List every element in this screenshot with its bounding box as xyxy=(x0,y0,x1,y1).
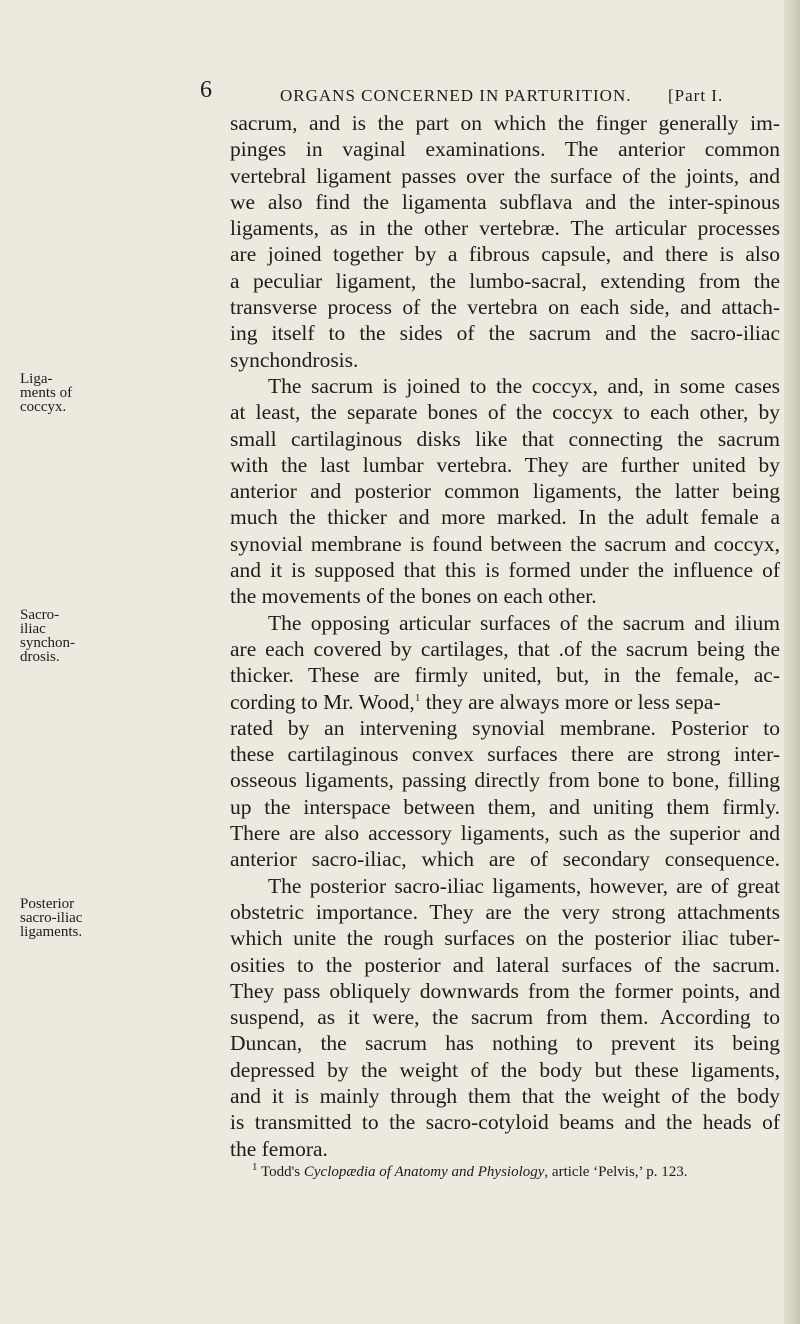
text-line: They pass obliquely downwards from the former points, and xyxy=(230,978,780,1003)
text-line: a peculiar ligament, the lumbo-sacral, extending from the xyxy=(230,268,780,293)
text-line: with the last lumbar vertebra. They are further united by xyxy=(230,452,780,477)
text-line: transverse process of the vertebra on each side, and attach- xyxy=(230,295,780,320)
margin-note-line: drosis. xyxy=(20,649,60,665)
text-line: suspend, as it were, the sacrum from them. According to xyxy=(230,1005,780,1030)
text-line: up the interspace between them, and uniting them firmly. xyxy=(230,794,780,819)
footnote-author: Todd's xyxy=(260,1164,301,1180)
text-line: obstetric importance. They are the very strong attachments xyxy=(230,899,780,924)
text-line-with-footnote xyxy=(230,689,780,715)
text-line: anterior and posterior common ligaments, the latter being xyxy=(230,479,780,504)
text-line: is transmitted to the sacro-cotyloid beams and the heads of xyxy=(230,1110,780,1135)
footnote-reference: 1 xyxy=(414,691,421,704)
text-line: we also find the ligamenta subflava and the inter-spinous xyxy=(230,189,780,214)
margin-note-line: ligaments. xyxy=(20,924,83,940)
text-line: and it is supposed that this is formed under the influence of xyxy=(230,558,780,583)
margin-note-line: iliac xyxy=(20,621,46,637)
text-line: these cartilaginous convex surfaces there are strong inter- xyxy=(230,742,780,767)
margin-note-line: Posterior xyxy=(20,896,75,912)
text-line: which unite the rough surfaces on the posterior iliac tuber- xyxy=(230,926,780,951)
running-header xyxy=(0,77,800,110)
text-line: much the thicker and more marked. In the adult female a xyxy=(230,505,780,530)
margin-note-line: synchon- xyxy=(20,635,75,651)
margin-note-posterior xyxy=(20,897,140,939)
text-fragment: cording to Mr. Wood, xyxy=(230,689,415,714)
text-line: osseous ligaments, passing directly from bone to bone, filling xyxy=(230,768,780,793)
footnote xyxy=(252,1161,792,1181)
text-line: sacrum, and is the part on which the finger generally im- xyxy=(230,111,780,135)
footnote-rest: , article ‘Pelvis,’ p. 123. xyxy=(544,1164,688,1180)
text-line: synovial membrane is found between the sacrum and coccyx, xyxy=(230,531,780,556)
text-line: are each covered by cartilages, that .of the sacrum being the xyxy=(230,636,780,661)
main-text xyxy=(230,110,780,1162)
text-line: ing itself to the sides of the sacrum and the sacro-iliac xyxy=(230,321,780,346)
text-line: depressed by the weight of the body but these ligaments, xyxy=(230,1057,780,1082)
text-line: There are also accessory ligaments, such as the superior and xyxy=(230,821,780,846)
running-title: ORGANS CONCERNED IN PARTURITION. xyxy=(280,86,632,105)
text-line: are joined together by a fibrous capsule, and there is also xyxy=(230,242,780,267)
page-edge-shadow xyxy=(784,0,800,1324)
text-line: ligaments, as in the other vertebræ. The articular processes xyxy=(230,216,780,241)
text-line: anterior sacro-iliac, which are of secondary consequence. xyxy=(230,847,780,872)
text-line: pinges in vaginal examinations. The anterior common xyxy=(230,137,780,162)
text-line: the movements of the bones on each other. xyxy=(230,584,597,609)
paragraph-start: The opposing articular surfaces of the sacrum and ilium xyxy=(268,610,780,635)
text-line: synchondrosis. xyxy=(230,347,359,372)
part-label: [Part I. xyxy=(668,86,724,105)
text-line: osities to the posterior and lateral surfaces of the sacrum. xyxy=(230,952,780,977)
margin-note-line: coccyx. xyxy=(20,399,67,415)
margin-note-sacro-iliac xyxy=(20,608,140,664)
text-line: at least, the separate bones of the coccyx to each other, by xyxy=(230,400,780,425)
footnote-marker: 1 xyxy=(252,1161,258,1173)
margin-note-line: ments of xyxy=(20,385,73,401)
margin-note-line: Liga- xyxy=(20,371,53,387)
footnote-title: Cyclopædia of Anatomy and Physiology xyxy=(303,1164,545,1180)
paragraph-start: The sacrum is joined to the coccyx, and, in some cases xyxy=(268,373,780,398)
text-line: Duncan, the sacrum has nothing to prevent its being xyxy=(230,1031,780,1056)
text-line: small cartilaginous disks like that connecting the sacrum xyxy=(230,426,780,451)
text-line: thicker. These are firmly united, but, in the female, ac- xyxy=(230,663,780,688)
margin-note-line: sacro-iliac xyxy=(20,910,83,926)
text-line: vertebral ligament passes over the surface of the joints, and xyxy=(230,163,780,188)
paragraph-start: The posterior sacro-iliac ligaments, however, are of great xyxy=(268,873,780,898)
text-line: and it is mainly through them that the weight of the body xyxy=(230,1083,780,1108)
text-line: rated by an intervening synovial membrane. Posterior to xyxy=(230,715,780,740)
text-fragment: they are always more or less sepa- xyxy=(420,689,721,714)
margin-note-line: Sacro- xyxy=(20,607,60,623)
margin-note-coccyx xyxy=(20,372,140,414)
text-line: the femora. xyxy=(230,1136,328,1161)
page-number: 6 xyxy=(200,77,212,103)
